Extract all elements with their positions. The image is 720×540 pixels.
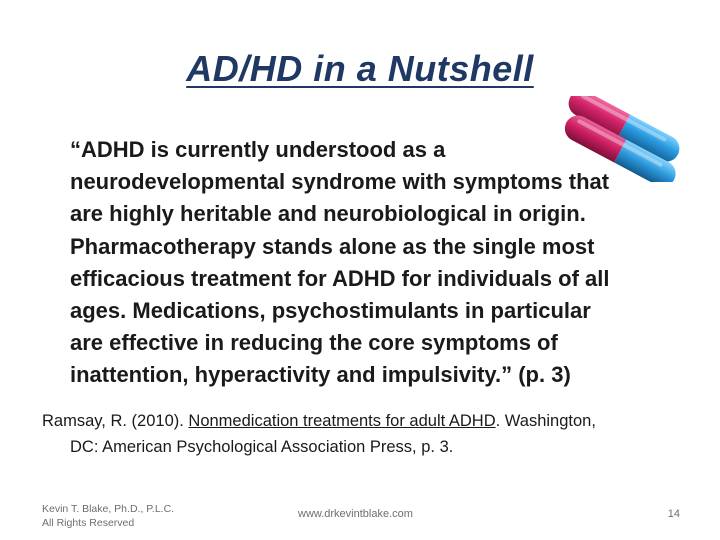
footer-rights: All Rights Reserved <box>42 517 135 529</box>
quote-line: efficacious treatment for ADHD for individuals of all <box>70 265 610 291</box>
quote-line: inattention, hyperactivity and impulsivity.” (p. 3) <box>70 362 571 388</box>
citation-second-line: DC: American Psychological Association Press, p. 3. <box>70 438 454 456</box>
citation-first-line <box>42 408 702 434</box>
quote-line: “ADHD is currently understood as a <box>70 137 446 162</box>
slide-number: 14 <box>667 508 680 520</box>
citation-after-title: . Washington, <box>495 412 596 430</box>
quote-line: Pharmacotherapy stands alone as the single most <box>70 233 595 259</box>
slide-title: AD/HD in a Nutshell <box>186 48 534 89</box>
footer-author: Kevin T. Blake, Ph.D., P.L.C. <box>42 503 175 515</box>
footer-website: www.drkevintblake.com <box>298 508 413 520</box>
quote-line: are effective in reducing the core symptoms of <box>70 330 558 356</box>
footer-author-block <box>42 502 174 530</box>
quote-paragraph <box>70 134 700 392</box>
quote-line: ages. Medications, psychostimulants in particular <box>70 298 591 324</box>
citation <box>42 408 702 460</box>
citation-work-title: Nonmedication treatments for adult ADHD <box>188 412 496 430</box>
quote-line: are highly heritable and neurobiological in origin. <box>70 201 586 227</box>
citation-author: Ramsay, R. (2010). <box>42 412 189 430</box>
quote-line: neurodevelopmental syndrome with symptoms that <box>70 169 610 195</box>
